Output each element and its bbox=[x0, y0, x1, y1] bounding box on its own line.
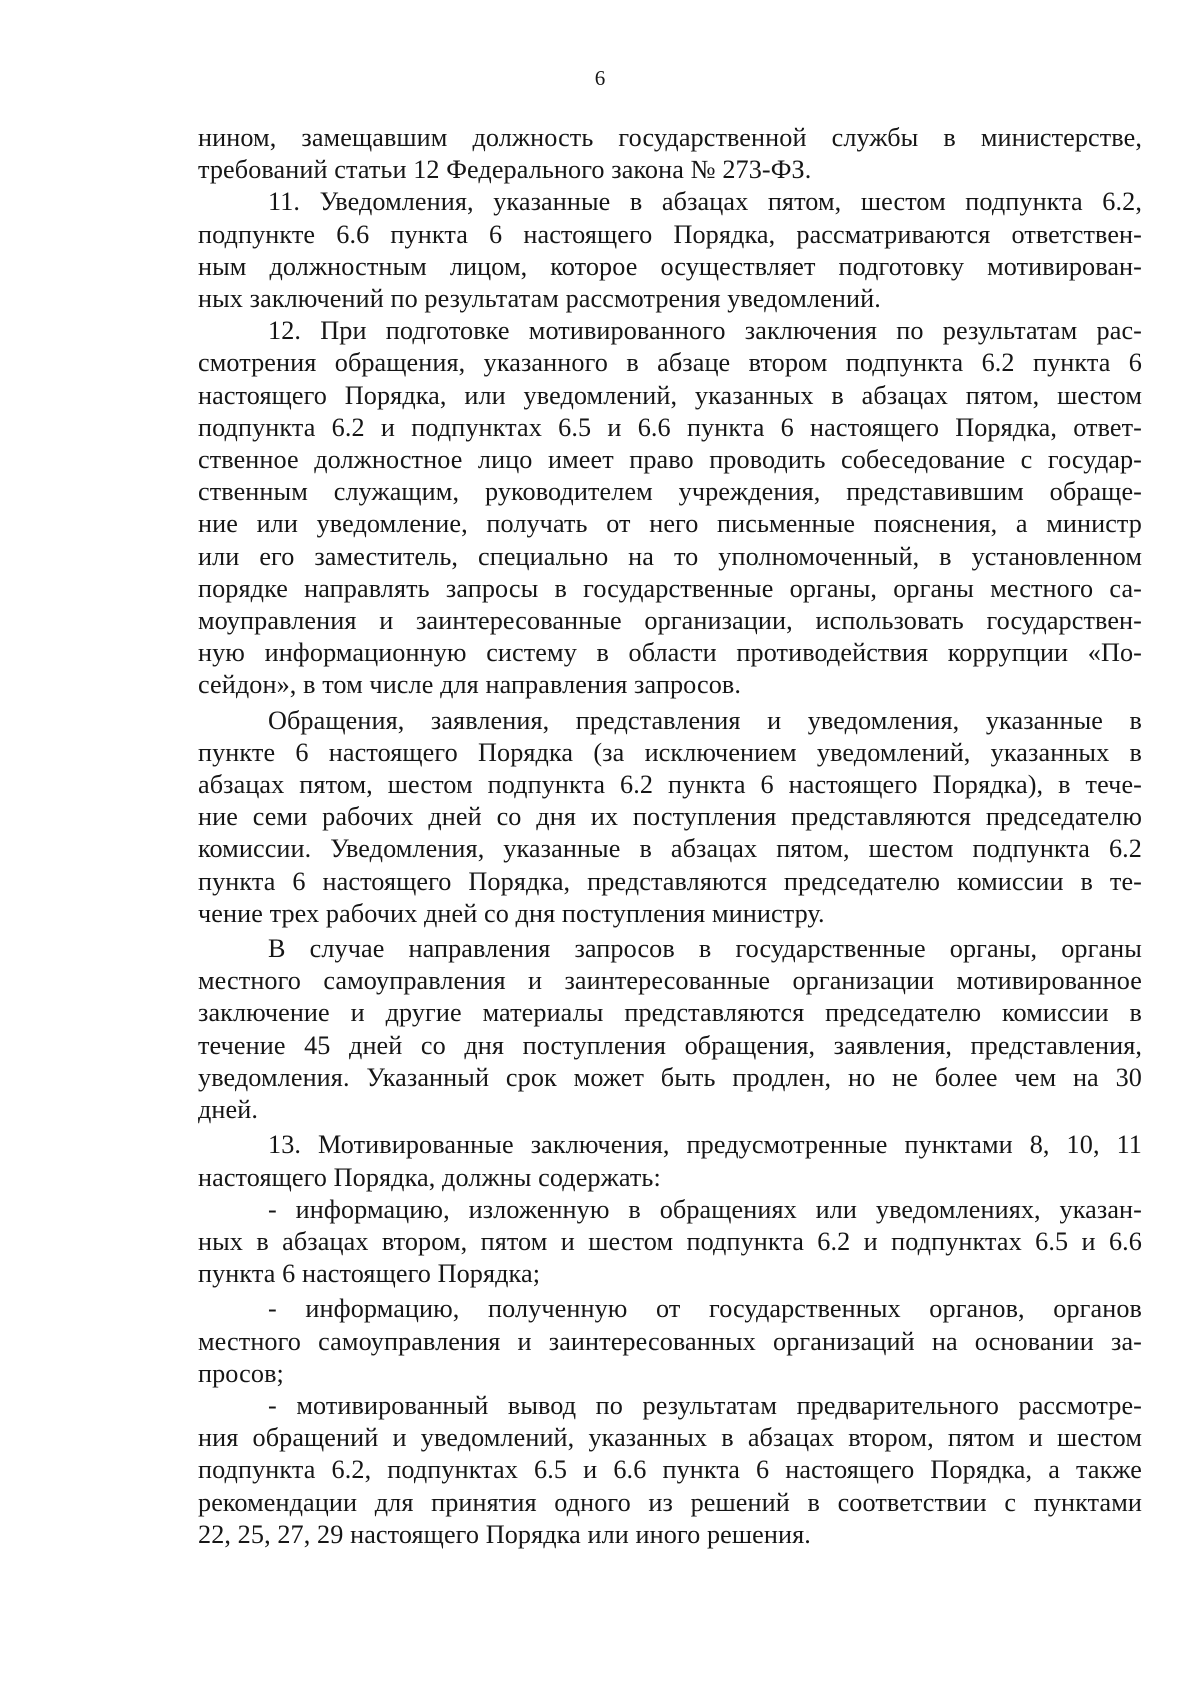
text-line: Обращения, заявления, представления и уведомления, указанные в bbox=[268, 705, 1142, 735]
text-line: требований статьи 12 Федерального закона № 273-ФЗ. bbox=[198, 155, 812, 185]
text-line: пункта 6 настоящего Порядка; bbox=[198, 1259, 541, 1289]
text-line: смотрения обращения, указанного в абзаце втором подпункта 6.2 пункта 6 bbox=[198, 348, 1142, 378]
text-line: 13. Мотивированные заключения, предусмотренные пунктами 8, 10, 11 bbox=[268, 1130, 1142, 1160]
text-line: уведомления. Указанный срок может быть продлен, но не более чем на 30 bbox=[198, 1062, 1142, 1092]
text-line: подпункта 6.2 и подпунктах 6.5 и 6.6 пункта 6 настоящего Порядка, ответ- bbox=[198, 412, 1142, 442]
text-line: В случае направления запросов в государственные органы, органы bbox=[268, 934, 1142, 964]
text-line: ным должностным лицом, которое осуществляет подготовку мотивирован- bbox=[198, 251, 1142, 281]
text-line: рекомендации для принятия одного из решений в соответствии с пунктами bbox=[198, 1487, 1142, 1517]
text-line: ных заключений по результатам рассмотрения уведомлений. bbox=[198, 284, 881, 314]
text-line: ния обращений и уведомлений, указанных в абзацах втором, пятом и шестом bbox=[198, 1423, 1142, 1453]
text-line: ственное должностное лицо имеет право проводить собеседование с государ- bbox=[198, 445, 1142, 475]
text-line: настоящего Порядка, должны содержать: bbox=[198, 1162, 661, 1192]
text-line: чение трех рабочих дней со дня поступления министру. bbox=[198, 898, 825, 928]
text-line: - информацию, полученную от государственных органов, органов bbox=[268, 1294, 1142, 1324]
text-line: заключение и другие материалы представляются председателю комиссии в bbox=[198, 998, 1142, 1028]
text-line: пункта 6 настоящего Порядка, представляются председателю комиссии в те- bbox=[198, 866, 1142, 896]
text-line: просов; bbox=[198, 1358, 284, 1388]
text-line: нином, замещавшим должность государственной службы в министерстве, bbox=[198, 123, 1142, 152]
text-line: пункте 6 настоящего Порядка (за исключением уведомлений, указанных в bbox=[198, 737, 1142, 767]
text-line: подпункте 6.6 пункта 6 настоящего Порядка, рассматриваются ответствен- bbox=[198, 219, 1142, 249]
text-line: дней. bbox=[198, 1095, 259, 1125]
text-line: местного самоуправления и заинтересованных организаций на основании за- bbox=[198, 1326, 1142, 1356]
text-line: местного самоуправления и заинтересованные организации мотивированное bbox=[198, 966, 1142, 996]
text-line: - информацию, изложенную в обращениях или уведомлениях, указан- bbox=[268, 1194, 1142, 1224]
text-line: 22, 25, 27, 29 настоящего Порядка или иного решения. bbox=[198, 1519, 811, 1549]
text-line: порядке направлять запросы в государственные органы, органы местного са- bbox=[198, 573, 1142, 603]
text-line: подпункта 6.2, подпунктах 6.5 и 6.6 пункта 6 настоящего Порядка, а также bbox=[198, 1455, 1142, 1485]
text-line: настоящего Порядка, или уведомлений, указанных в абзацах пятом, шестом bbox=[198, 380, 1142, 410]
document-body bbox=[198, 122, 1142, 1551]
text-line: ние семи рабочих дней со дня их поступления представляются председателю bbox=[198, 802, 1142, 832]
text-line: комиссии. Уведомления, указанные в абзацах пятом, шестом подпункта 6.2 bbox=[198, 834, 1142, 864]
text-line: ственным служащим, руководителем учреждения, представившим обраще- bbox=[198, 477, 1142, 507]
text-line: 12. При подготовке мотивированного заключения по результатам рас- bbox=[268, 316, 1142, 346]
text-line: ных в абзацах втором, пятом и шестом подпункта 6.2 и подпунктах 6.5 и 6.6 bbox=[198, 1226, 1142, 1256]
text-line: 11. Уведомления, указанные в абзацах пятом, шестом подпункта 6.2, bbox=[268, 187, 1142, 217]
page-number: 6 bbox=[594, 66, 606, 90]
text-line: - мотивированный вывод по результатам предварительного рассмотре- bbox=[268, 1390, 1142, 1420]
text-line: моуправления и заинтересованные организации, использовать государствен- bbox=[198, 606, 1142, 636]
text-line: абзацах пятом, шестом подпункта 6.2 пункта 6 настоящего Порядка), в тече- bbox=[198, 770, 1142, 800]
text-line: сейдон», в том числе для направления запросов. bbox=[198, 670, 742, 700]
text-line: ную информационную систему в области противодействия коррупции «По- bbox=[198, 638, 1142, 668]
text-line: течение 45 дней со дня поступления обращения, заявления, представления, bbox=[198, 1030, 1142, 1060]
text-line: или его заместитель, специально на то уполномоченный, в установленном bbox=[198, 541, 1142, 571]
text-line: ние или уведомление, получать от него письменные пояснения, а министр bbox=[198, 509, 1142, 539]
